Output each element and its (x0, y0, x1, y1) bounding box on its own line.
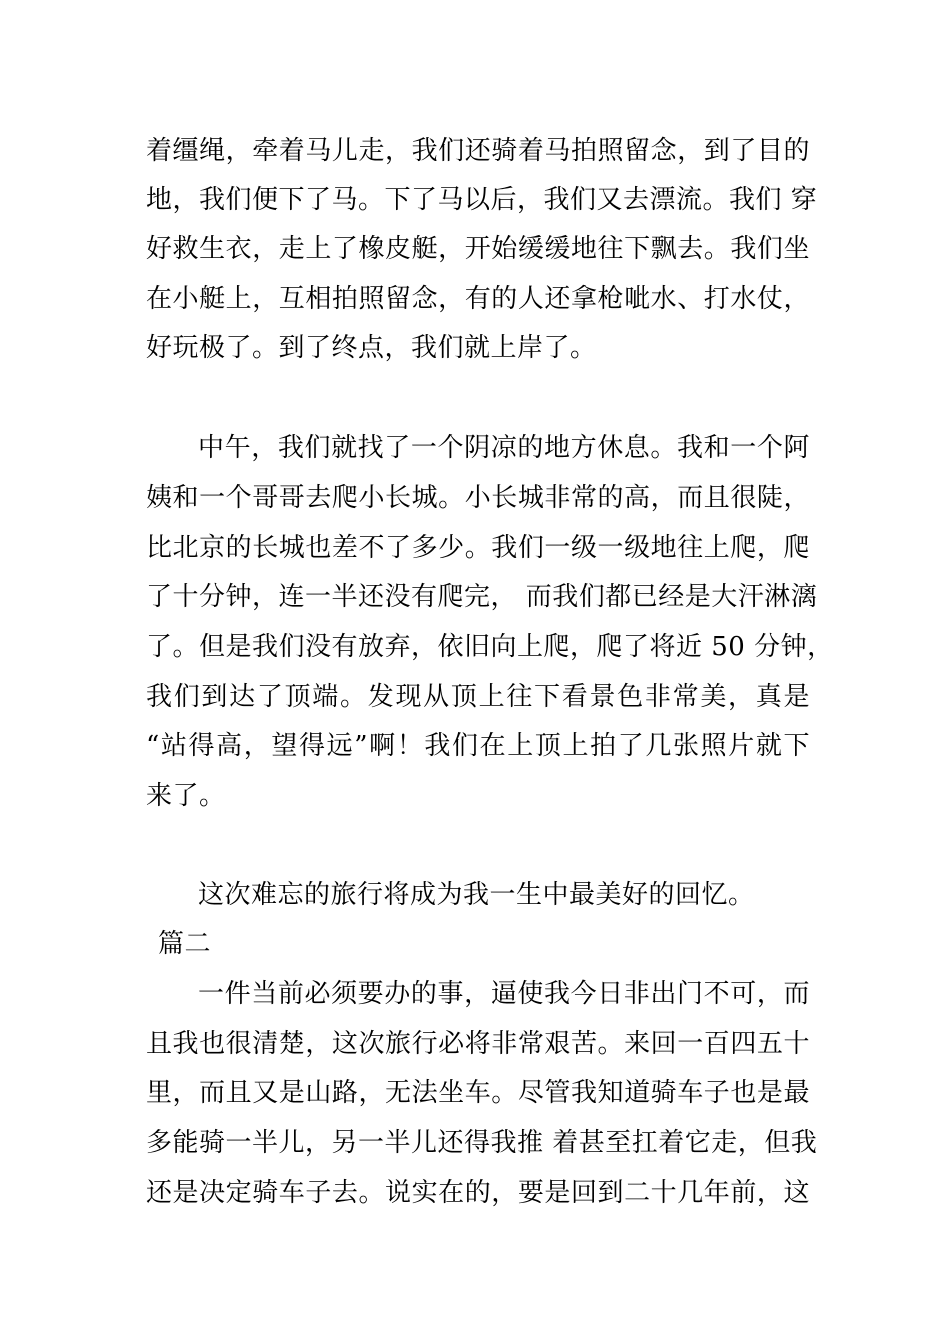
text-line: 里，而且又是山路，无法坐车。尽管我知道骑车子也是最 (146, 1078, 810, 1108)
text-line: 比北京的长城也差不了多少。我们一级一级地往上爬，爬 (146, 533, 810, 563)
text-line: 且我也很清楚，这次旅行必将非常艰苦。来回一百四五十 (146, 1029, 810, 1059)
text-line: 姨和一个哥哥去爬小长城。小长城非常的高，而且很陡， (146, 483, 810, 513)
text-line: “站得高，望得远”啊！我们在上顶上拍了几张照片就下 (146, 731, 810, 761)
text-line: 还是决定骑车子去。说实在的，要是回到二十几年前，这 (146, 1178, 810, 1208)
text-line: 多能骑一半儿，另一半儿还得我推 着甚至扛着它走，但我 (146, 1128, 818, 1158)
text-line: 了十分钟，连一半还没有爬完， 而我们都已经是大汗淋漓 (146, 582, 818, 612)
text-line: 地，我们便下了马。下了马以后，我们又去漂流。我们 穿 (146, 185, 818, 215)
section-heading: 篇二 (158, 929, 212, 959)
text-line: 着缰绳，牵着马儿走，我们还骑着马拍照留念，到了目的 (146, 136, 810, 166)
text-line: 好救生衣，走上了橡皮艇，开始缓缓地往下飘去。我们坐 (146, 234, 810, 264)
text-line: 了。但是我们没有放弃，依旧向上爬，爬了将近 50 分钟， (146, 632, 834, 662)
paragraph-first-line: 中午，我们就找了一个阴凉的地方休息。我和一个阿 (198, 433, 810, 463)
text-line: 来了。 (146, 781, 226, 811)
text-line: 好玩极了。到了终点，我们就上岸了。 (146, 333, 597, 363)
text-line: 我们到达了顶端。发现从顶上往下看景色非常美，真是 (146, 682, 810, 712)
text-line: 在小艇上，互相拍照留念，有的人还拿枪呲水、打水仗， (146, 284, 810, 314)
paragraph-first-line: 这次难忘的旅行将成为我一生中最美好的回忆。 (198, 880, 755, 910)
paragraph-first-line: 一件当前必须要办的事，逼使我今日非出门不可，而 (198, 979, 810, 1009)
